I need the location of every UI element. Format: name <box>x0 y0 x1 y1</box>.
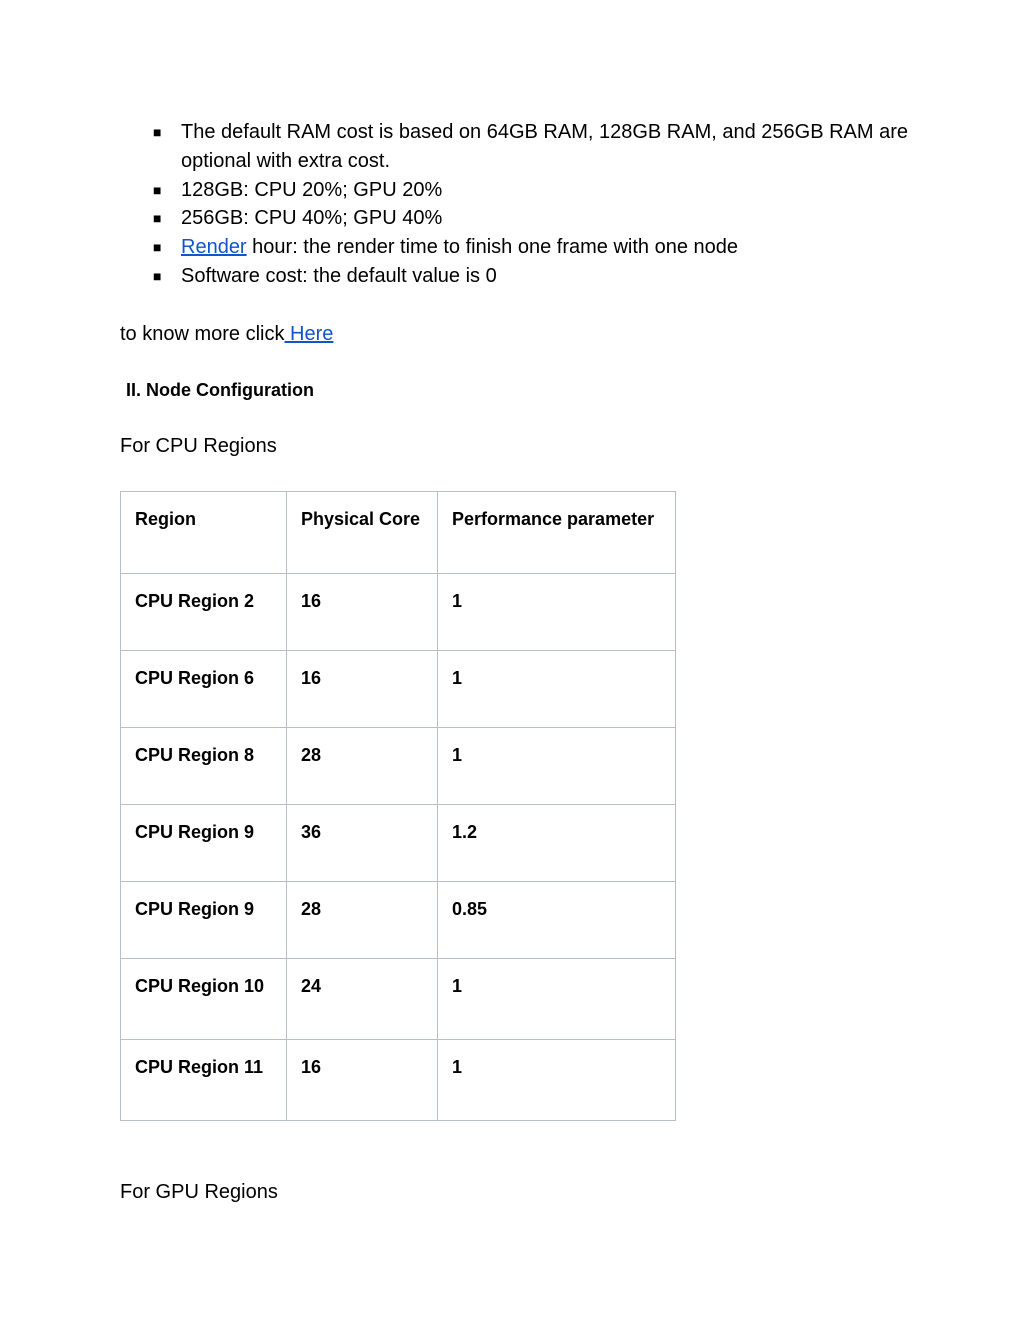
list-item-text: Software cost: the default value is 0 <box>181 264 497 287</box>
table-header-row <box>121 492 676 574</box>
square-bullet-icon: ■ <box>153 267 162 284</box>
here-link[interactable]: Here <box>284 323 334 345</box>
performance-cell: 0.85 <box>438 882 676 959</box>
physical-core-cell: 16 <box>287 574 438 651</box>
table-row <box>121 574 676 651</box>
list-item <box>120 118 910 176</box>
table-row <box>121 728 676 805</box>
square-bullet-icon: ■ <box>153 210 162 227</box>
know-more-paragraph <box>120 320 333 348</box>
column-header-region: Region <box>121 492 287 574</box>
list-item <box>120 233 910 262</box>
table-row <box>121 882 676 959</box>
table-row <box>121 959 676 1040</box>
square-bullet-icon: ■ <box>153 239 162 256</box>
section-heading: II. Node Configuration <box>126 380 314 400</box>
cpu-regions-table <box>120 491 676 1121</box>
performance-cell: 1 <box>438 574 676 651</box>
table-row <box>121 651 676 728</box>
performance-cell: 1 <box>438 1040 676 1121</box>
region-cell: CPU Region 2 <box>121 574 287 651</box>
physical-core-cell: 16 <box>287 651 438 728</box>
list-item-text: hour: the render time to finish one frame with one node <box>246 236 739 259</box>
physical-core-cell: 28 <box>287 728 438 805</box>
list-item <box>120 262 910 291</box>
square-bullet-icon: ■ <box>153 124 162 140</box>
performance-cell: 1.2 <box>438 805 676 882</box>
ram-notes-list <box>120 118 910 291</box>
region-cell: CPU Region 9 <box>121 805 287 882</box>
region-cell: CPU Region 8 <box>121 728 287 805</box>
cpu-regions-heading: For CPU Regions <box>120 435 277 457</box>
know-more-text: to know more click <box>120 323 285 345</box>
list-item <box>120 204 910 233</box>
table-row <box>121 1040 676 1121</box>
list-item-text: 256GB: CPU 40%; GPU 40% <box>181 207 443 230</box>
column-header-physical-core: Physical Core <box>287 492 438 574</box>
square-bullet-icon: ■ <box>153 181 162 198</box>
region-cell: CPU Region 10 <box>121 959 287 1040</box>
list-item-text: 128GB: CPU 20%; GPU 20% <box>181 178 443 201</box>
region-cell: CPU Region 11 <box>121 1040 287 1121</box>
table-row <box>121 805 676 882</box>
performance-cell: 1 <box>438 651 676 728</box>
performance-cell: 1 <box>438 959 676 1040</box>
gpu-regions-heading: For GPU Regions <box>120 1181 278 1203</box>
physical-core-cell: 36 <box>287 805 438 882</box>
render-link[interactable]: Render <box>181 236 247 259</box>
physical-core-cell: 24 <box>287 959 438 1040</box>
performance-cell: 1 <box>438 728 676 805</box>
list-item-text: The default RAM cost is based on 64GB RAM, 128GB RAM, and 256GB RAM are optional with extra cost. <box>181 121 909 172</box>
region-cell: CPU Region 9 <box>121 882 287 959</box>
physical-core-cell: 28 <box>287 882 438 959</box>
physical-core-cell: 16 <box>287 1040 438 1121</box>
column-header-performance: Performance parameter <box>438 492 676 574</box>
list-item <box>120 176 910 205</box>
region-cell: CPU Region 6 <box>121 651 287 728</box>
